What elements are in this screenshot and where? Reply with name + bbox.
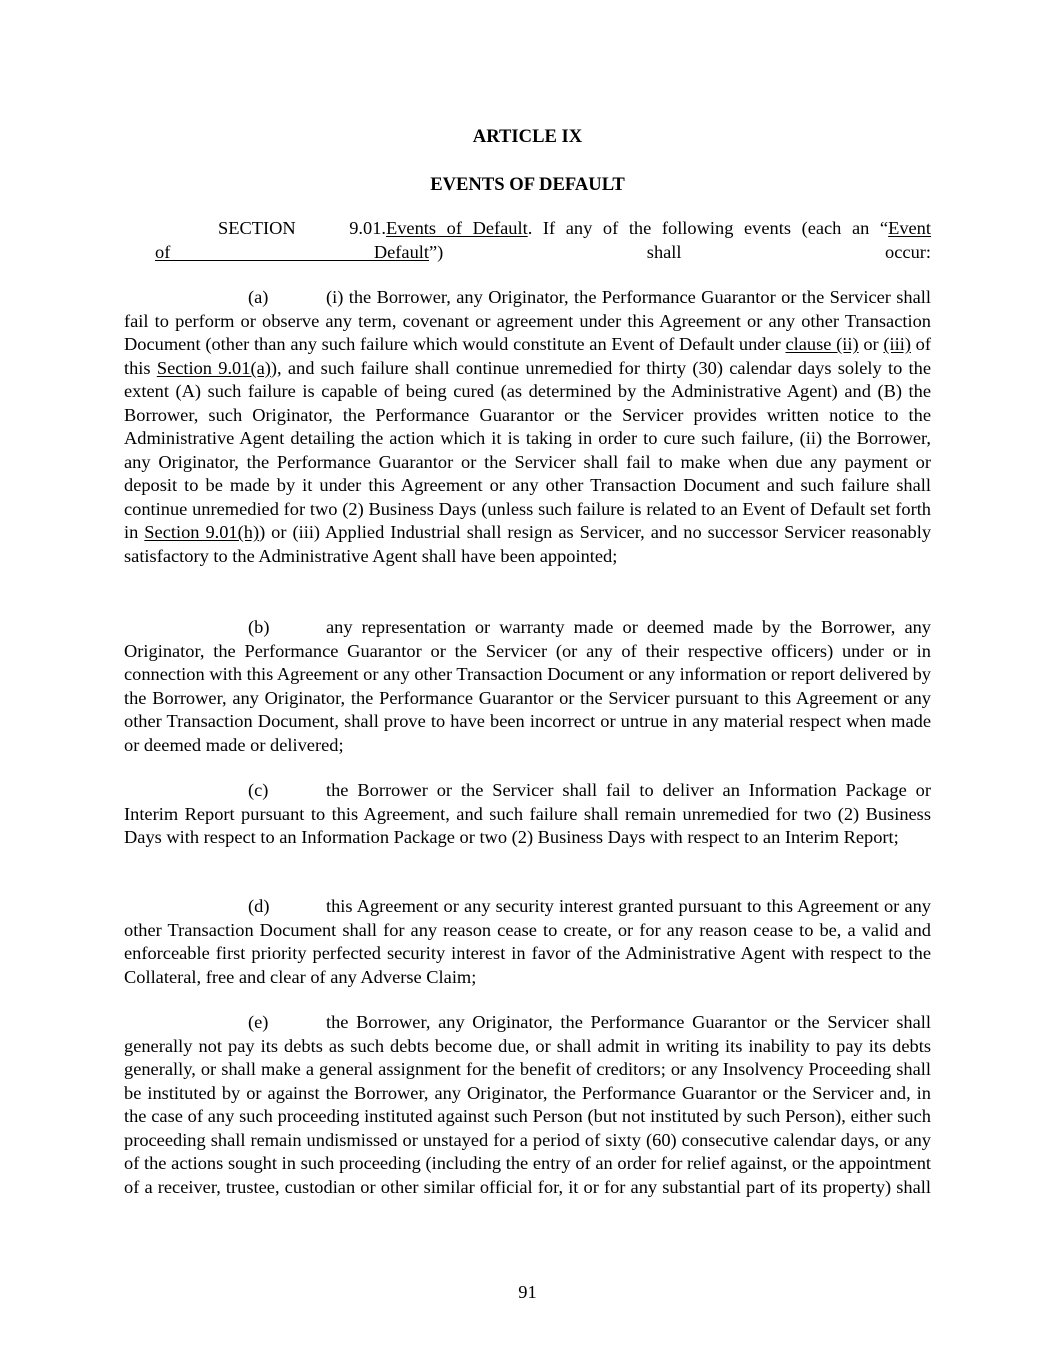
cross-reference-section-9-01-h: Section 9.01(h) bbox=[144, 522, 260, 542]
clause-c-label: (c) bbox=[248, 780, 269, 800]
article-title: EVENTS OF DEFAULT bbox=[430, 174, 625, 195]
clause-b-text: any representation or warranty made or deemed made by the Borrower, any Originator, the Performance Guarantor or the Servicer (or any of their respective officers) under or in connection with this Agreement or any other Transaction Document or any information or report delivered by the Borrower, any Originator, the Performance Guarantor or the Servicer pursuant to this Agreement or any other Transaction Document, shall prove to have been incorrect or untrue in any material respect when made or deemed made or delivered; bbox=[124, 617, 931, 755]
clause-a-text-4: ), and such failure shall continue unremedied for thirty (30) calendar days solely to the extent (A) such failure is capable of being cured (as determined by the Administrative Agent) and (B) the Borrower, such Originator, the Performance Guarantor or the Servicer provides written notice to the Administrative Agent detailing the action which it is taking in order to cure such failure, (ii) the Borrower, any Originator, the Performance Guarantor or the Servicer shall fail to make when due any payment or deposit to be made by it under this Agreement or any other Transaction Document and such failure shall continue unremedied for two (2) Business Days (unless such failure is related to an Event of Default set forth in bbox=[124, 357, 932, 542]
clause-d bbox=[124, 895, 931, 989]
clause-a-text-5: ) or (iii) Applied Industrial shall resign as Servicer, and no successor Servicer reasonably satisfactory to the Administrative Agent shall have been appointed; bbox=[124, 522, 932, 566]
page-number: 91 bbox=[518, 1282, 537, 1302]
clause-a-text-1: (i) the Borrower, any Originator, the Performance Guarantor or the Servicer shall fail to perform or observe any term, covenant or agreement under this Agreement or any other Transaction Document (other than any such failure which would constitute an Event of Default under bbox=[124, 287, 931, 354]
clause-e-text: the Borrower, any Originator, the Performance Guarantor or the Servicer shall generally not pay its debts as such debts become due, or shall admit in writing its inability to pay its debts generally, or shall make a general assignment for the benefit of creditors; or any Insolvency Proceeding shall be instituted by or against the Borrower, any Originator, the Performance Guarantor or the Servicer and, in the case of any such proceeding instituted against such Person (but not instituted by such Person), either such proceeding shall remain undismissed or unstayed for a period of sixty (60) consecutive calendar days, or any of the actions sought in such proceeding (including the entry of an order for relief against, or the appointment of a receiver, trustee, custodian or other similar official for, it or for any substantial part of its property) shall bbox=[124, 1012, 931, 1197]
defined-term-of-default: of Default bbox=[155, 241, 429, 262]
section-heading: Events of Default bbox=[386, 218, 528, 238]
cross-reference-clause-ii: clause (ii) bbox=[785, 334, 859, 354]
clause-c-text: the Borrower or the Servicer shall fail to deliver an Information Package or Interim Report pursuant to this Agreement, and such failure shall remain unremedied for two (2) Business Days with respect to an Information Package or two (2) Business Days with respect to an Interim Report; bbox=[124, 780, 931, 847]
defined-term-event: Event bbox=[888, 218, 931, 238]
clause-a bbox=[124, 286, 931, 568]
clause-a-text-2: or bbox=[858, 334, 884, 354]
cross-reference-iii: (iii) bbox=[883, 334, 911, 354]
section-intro-text-1: . If any of the following events (each an “ bbox=[527, 218, 889, 238]
article-heading: ARTICLE IX bbox=[472, 126, 583, 147]
section-number: SECTION 9.01. bbox=[218, 218, 386, 238]
clause-e-label: (e) bbox=[248, 1012, 269, 1032]
cross-reference-section-9-01-a: Section 9.01(a) bbox=[156, 357, 271, 378]
clause-b bbox=[124, 616, 931, 757]
document-page bbox=[124, 0, 931, 1365]
clause-a-label: (a) bbox=[248, 287, 269, 307]
clause-b-label: (b) bbox=[248, 617, 270, 637]
section-9-01-intro bbox=[155, 217, 931, 264]
clause-a-text-3: of this bbox=[124, 334, 932, 378]
clause-c bbox=[124, 779, 931, 850]
clause-e bbox=[124, 1011, 931, 1199]
clause-d-label: (d) bbox=[248, 896, 270, 916]
section-intro-text-2: ”) shall occur: bbox=[428, 241, 931, 262]
clause-d-text: this Agreement or any security interest granted pursuant to this Agreement or any other Transaction Document shall for any reason cease to create, or for any reason cease to be, a valid and enforceable first priority perfected security interest in favor of the Administrative Agent with respect to the Collateral, free and clear of any Adverse Claim; bbox=[124, 896, 931, 987]
